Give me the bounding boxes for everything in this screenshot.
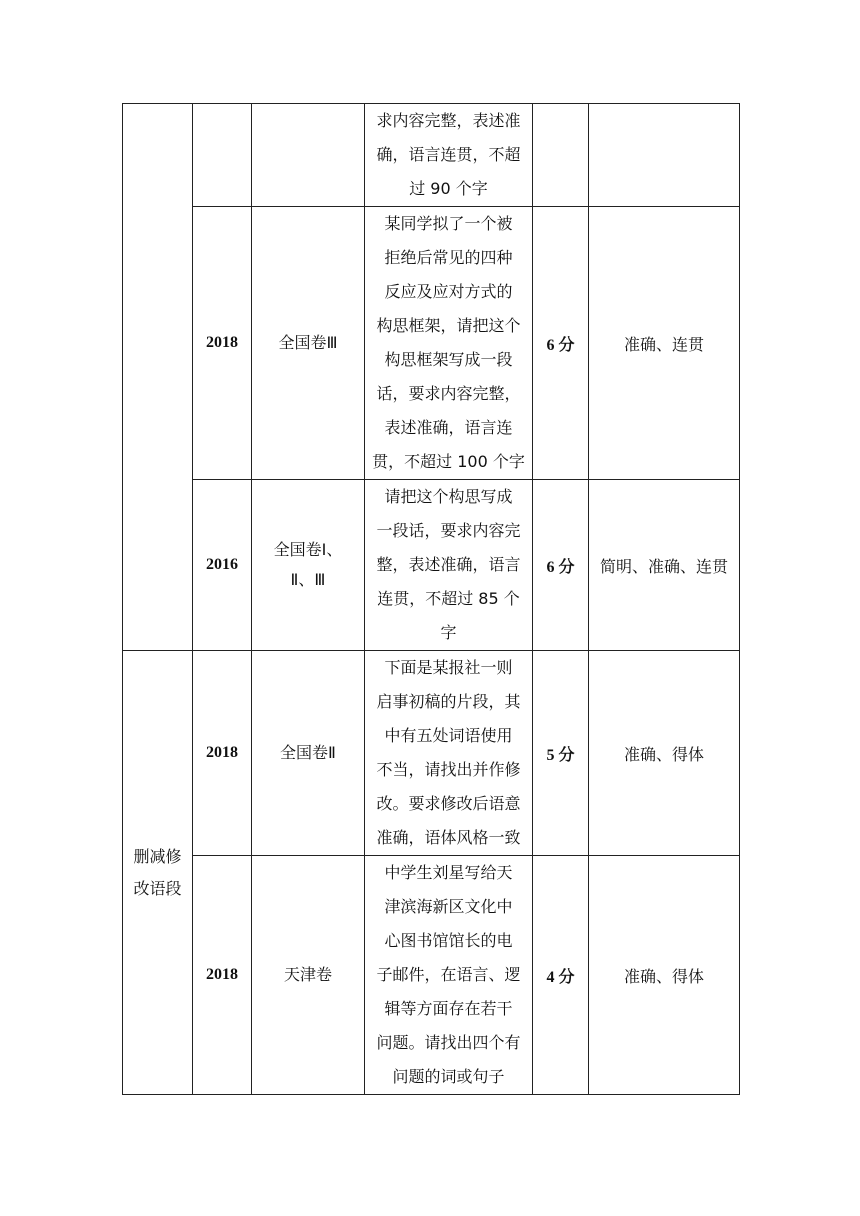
requirement-line: 某同学拟了一个被 bbox=[384, 214, 513, 233]
requirement-cell bbox=[365, 207, 533, 480]
score-cell bbox=[533, 104, 589, 207]
requirement-line: 辑等方面存在若干 bbox=[384, 999, 513, 1018]
paper-cell bbox=[252, 480, 365, 651]
requirement-line: 构思框架，请把这个 bbox=[376, 316, 521, 335]
criteria-cell bbox=[589, 104, 740, 207]
requirement-line: 话，要求内容完整， bbox=[376, 384, 521, 403]
requirement-line: 问题的词或句子 bbox=[392, 1067, 505, 1086]
requirement-line: 拒绝后常见的四种 bbox=[384, 248, 513, 267]
requirement-line: 一段话，要求内容完 bbox=[376, 521, 521, 540]
paper-line: 全国卷Ⅲ bbox=[278, 333, 338, 352]
table-row bbox=[123, 480, 740, 651]
year-cell: 2018 bbox=[193, 207, 252, 480]
year-cell: 2016 bbox=[193, 480, 252, 651]
requirement-line: 字 bbox=[440, 623, 457, 642]
paper-line: Ⅱ、Ⅲ bbox=[290, 570, 326, 589]
requirement-line: 请把这个构思写成 bbox=[384, 487, 513, 506]
requirement-line: 问题。请找出四个有 bbox=[376, 1033, 521, 1052]
requirement-cell bbox=[365, 856, 533, 1095]
criteria-cell: 简明、准确、连贯 bbox=[589, 480, 740, 651]
question-type-cell-2 bbox=[123, 651, 193, 1095]
score-cell: 4 分 bbox=[533, 856, 589, 1095]
year-cell bbox=[193, 104, 252, 207]
requirement-line: 准确，语体风格一致 bbox=[376, 828, 521, 847]
table-row bbox=[123, 207, 740, 480]
paper-cell bbox=[252, 856, 365, 1095]
question-type-line: 删减修 bbox=[133, 846, 182, 866]
criteria-cell: 准确、得体 bbox=[589, 651, 740, 856]
requirement-line: 连贯，不超过 85 个 bbox=[377, 589, 520, 608]
question-type-cell-1 bbox=[123, 104, 193, 651]
requirement-line: 过 90 个字 bbox=[409, 179, 488, 198]
requirement-line: 求内容完整，表述准 bbox=[376, 111, 521, 130]
table-row bbox=[123, 856, 740, 1095]
exam-table bbox=[122, 103, 740, 1095]
paper-cell bbox=[252, 207, 365, 480]
requirement-cell bbox=[365, 104, 533, 207]
requirement-line: 子邮件，在语言、逻 bbox=[376, 965, 521, 984]
requirement-line: 津滨海新区文化中 bbox=[384, 897, 513, 916]
score-cell: 5 分 bbox=[533, 651, 589, 856]
paper-line: 全国卷Ⅱ bbox=[280, 743, 336, 762]
criteria-cell: 准确、得体 bbox=[589, 856, 740, 1095]
paper-cell bbox=[252, 651, 365, 856]
requirement-line: 下面是某报社一则 bbox=[384, 658, 513, 677]
requirement-line: 改。要求修改后语意 bbox=[376, 794, 521, 813]
requirement-line: 中有五处词语使用 bbox=[384, 726, 513, 745]
requirement-line: 贯，不超过 100 个字 bbox=[372, 452, 525, 471]
requirement-line: 确，语言连贯，不超 bbox=[376, 145, 521, 164]
score-cell: 6 分 bbox=[533, 207, 589, 480]
table-row bbox=[123, 104, 740, 207]
paper-line: 全国卷Ⅰ、 bbox=[273, 540, 343, 559]
score-cell: 6 分 bbox=[533, 480, 589, 651]
paper-cell bbox=[252, 104, 365, 207]
requirement-cell bbox=[365, 651, 533, 856]
requirement-line: 表述准确，语言连 bbox=[384, 418, 513, 437]
question-type-line: 改语段 bbox=[133, 878, 182, 898]
requirement-line: 不当，请找出并作修 bbox=[376, 760, 521, 779]
requirement-line: 启事初稿的片段，其 bbox=[376, 692, 521, 711]
year-cell: 2018 bbox=[193, 651, 252, 856]
year-cell: 2018 bbox=[193, 856, 252, 1095]
requirement-line: 反应及应对方式的 bbox=[384, 282, 513, 301]
paper-line: 天津卷 bbox=[283, 965, 332, 984]
requirement-line: 整，表述准确，语言 bbox=[376, 555, 521, 574]
requirement-line: 中学生刘星写给天 bbox=[384, 863, 513, 882]
requirement-line: 构思框架写成一段 bbox=[384, 350, 513, 369]
criteria-cell: 准确、连贯 bbox=[589, 207, 740, 480]
requirement-cell bbox=[365, 480, 533, 651]
requirement-line: 心图书馆馆长的电 bbox=[384, 931, 513, 950]
table-row bbox=[123, 651, 740, 856]
